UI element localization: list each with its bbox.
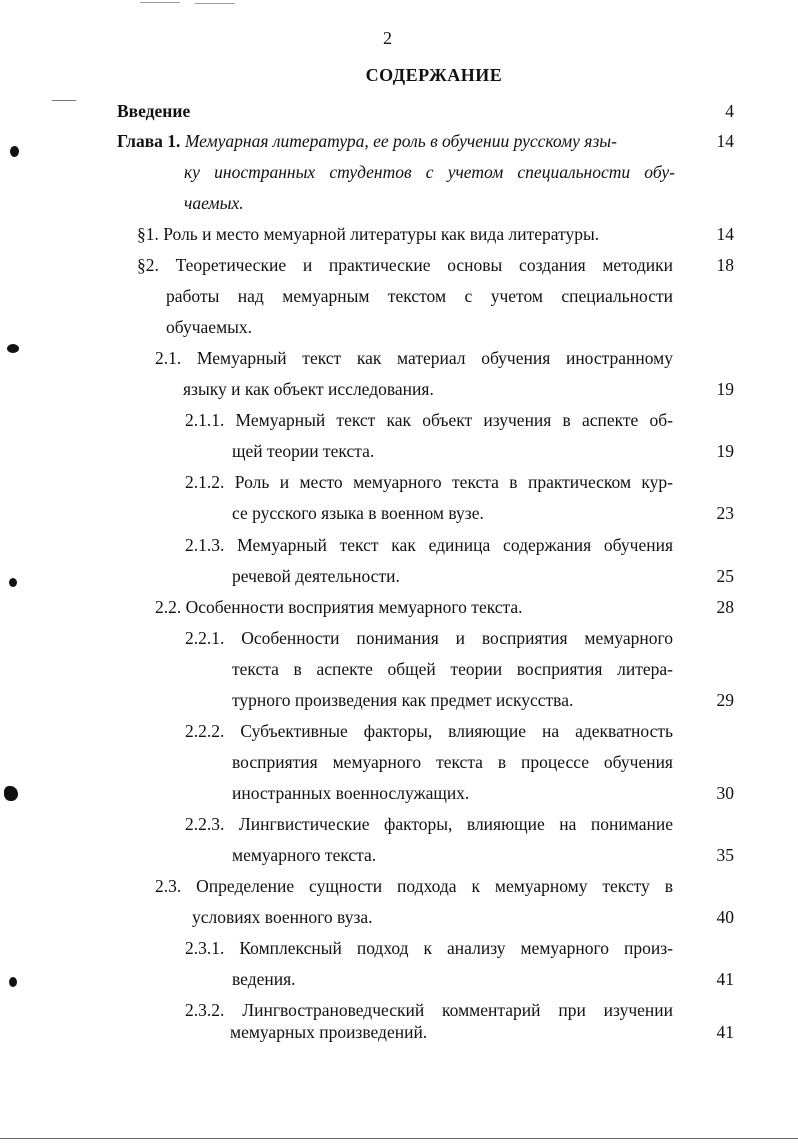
toc-2-2-page: 28	[716, 597, 734, 617]
toc-2-3-page: 40	[716, 907, 734, 927]
toc-chapter1-prefix: Глава 1.	[117, 131, 181, 151]
toc-2-2-2-line1: 2.2.2. Субъективные факторы, влияющие на адекватность	[185, 721, 673, 741]
toc-2-3-2-line1: 2.3.2. Лингвострановедческий комментарий при изучении	[185, 1000, 673, 1020]
toc-2-3-line2: условиях военного вуза.	[192, 907, 373, 927]
toc-2-2-3-line2: мемуарного текста.	[232, 845, 377, 865]
toc-section2-line2: работы над мемуарным текстом с учетом специальности	[166, 286, 673, 306]
toc-chapter1-title-line3: чаемых.	[184, 193, 244, 213]
toc-2-2-3-page: 35	[716, 845, 734, 865]
toc-section2-line3: обучаемых.	[166, 317, 253, 337]
toc-entry-intro-page: 4	[725, 101, 734, 121]
toc-section2-line1: §2. Теоретические и практические основы создания методики	[137, 255, 673, 275]
toc-2-3-2-line2: мемуарных произведений.	[230, 1022, 428, 1042]
toc-2-2-2-line3: иностранных военнослужащих.	[232, 783, 470, 803]
scan-mark-line	[140, 2, 180, 3]
toc-2-1-line2: языку и как объект исследования.	[183, 379, 434, 399]
toc-2-3-1-page: 41	[716, 969, 734, 989]
toc-2-2-1-line1: 2.2.1. Особенности понимания и восприятия мемуарного	[185, 628, 673, 648]
toc-2-1-2-page: 23	[716, 503, 734, 523]
page-title: СОДЕРЖАНИЕ	[365, 65, 503, 85]
toc-2-1-3-page: 25	[716, 566, 734, 586]
toc-2-2-1-line3: турного произведения как предмет искусства.	[232, 690, 574, 710]
toc-chapter1-title-line1: Мемуарная литература, ее роль в обучении русскому язы-	[184, 131, 617, 151]
toc-2-2-3-line1: 2.2.3. Лингвистические факторы, влияющие на понимание	[185, 814, 673, 834]
toc-2-1-2-line2: се русского языка в военном вузе.	[232, 503, 484, 523]
page-number: 2	[383, 28, 392, 48]
toc-2-2-1-line2: текста в аспекте общей теории восприятия литера-	[232, 659, 673, 679]
toc-2-1-2-line1: 2.1.2. Роль и место мемуарного текста в практическом кур-	[185, 472, 673, 492]
toc-2-1-3-line2: речевой деятельности.	[232, 566, 400, 586]
toc-2-1-1-page: 19	[716, 441, 734, 461]
toc-2-3-1-line2: ведения.	[232, 969, 296, 989]
toc-2-1-1-line2: щей теории текста.	[232, 441, 375, 461]
punch-hole-mark	[9, 578, 17, 587]
scan-mark-line	[195, 3, 235, 4]
toc-2-3-1-line1: 2.3.1. Комплексный подход к анализу мемуарного произ-	[185, 938, 673, 958]
punch-hole-mark	[7, 344, 19, 353]
toc-entry-chapter1	[117, 130, 675, 152]
scan-mark-line	[52, 100, 76, 101]
toc-2-3-2-page: 41	[716, 1022, 734, 1042]
punch-hole-mark	[9, 977, 17, 987]
toc-2-3-line1: 2.3. Определение сущности подхода к мемуарному тексту в	[155, 876, 673, 896]
toc-2-1-3-line1: 2.1.3. Мемуарный текст как единица содержания обучения	[185, 535, 673, 555]
toc-entry-intro-label: Введение	[117, 101, 191, 121]
scan-edge-line	[0, 1138, 798, 1139]
toc-2-2-text: 2.2. Особенности восприятия мемуарного текста.	[155, 597, 523, 617]
toc-2-2-2-line2: восприятия мемуарного текста в процессе обучения	[232, 752, 673, 772]
toc-chapter1-title-line2: ку иностранных студентов с учетом специальности обу-	[184, 162, 675, 182]
toc-2-1-1-line1: 2.1.1. Мемуарный текст как объект изучения в аспекте об-	[185, 410, 673, 430]
toc-section1-text: §1. Роль и место мемуарной литературы как вида литературы.	[137, 224, 600, 244]
toc-2-2-1-page: 29	[716, 690, 734, 710]
toc-section1-page: 14	[716, 224, 734, 244]
toc-2-2-2-page: 30	[716, 783, 734, 803]
toc-2-1-page: 19	[716, 379, 734, 399]
punch-hole-mark	[10, 146, 19, 157]
toc-chapter1-page: 14	[716, 131, 734, 151]
toc-section2-page: 18	[716, 255, 734, 275]
punch-hole-mark	[4, 786, 18, 801]
toc-2-1-line1: 2.1. Мемуарный текст как материал обучения иностранному	[155, 348, 673, 368]
